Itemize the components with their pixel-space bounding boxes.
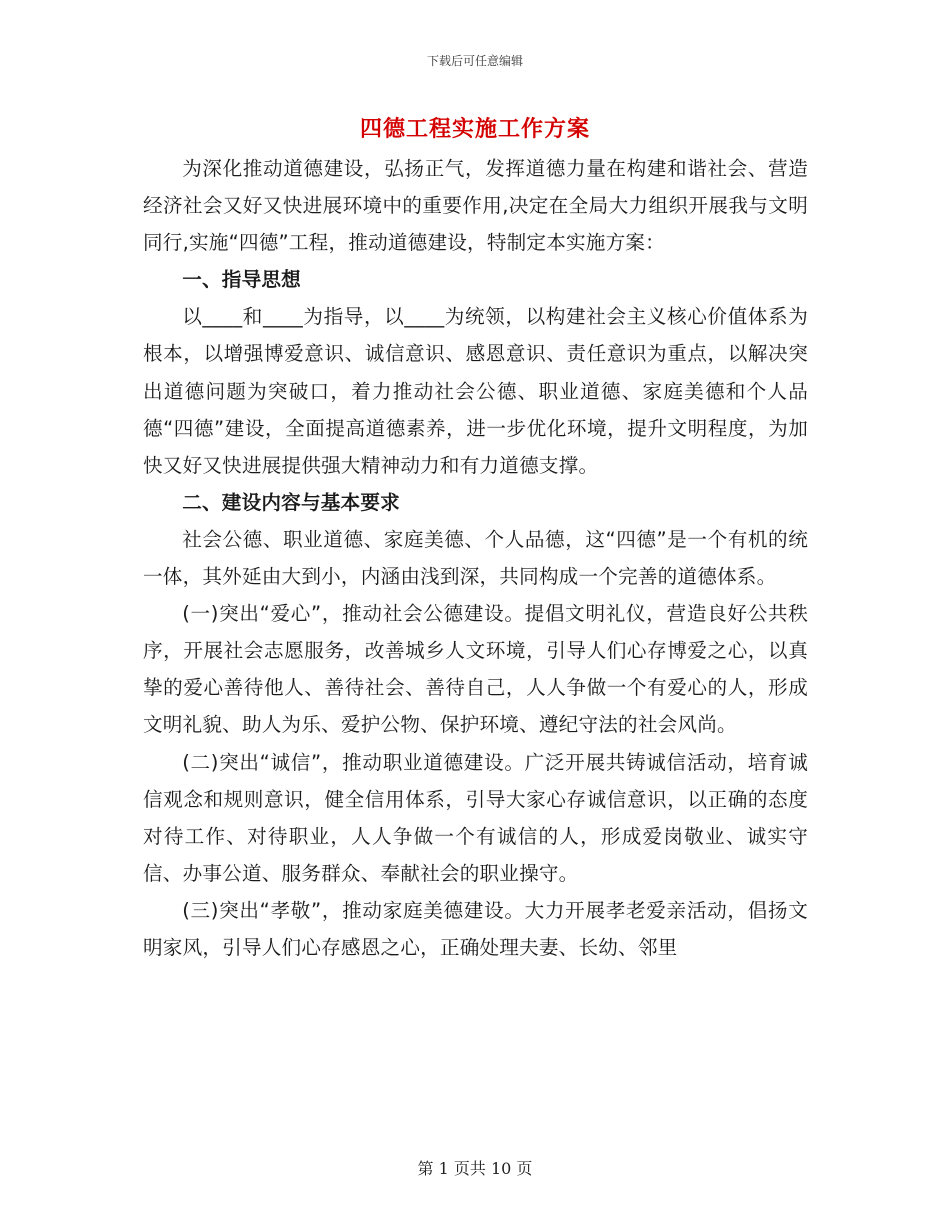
header-note: 下载后可任意编辑 (426, 54, 523, 68)
item-integrity-paragraph: (二)突出“诚信”，推动职业道德建设。广泛开展共铸诚信活动，培育诚信观念和规则意识，健全信用体系，引导大家心存诚信意识，以正确的态度对待工作、对待职业，人人争做一个有诚信的人，形成爱岗敬业、诚实守信、办事公道、服务群众、奉献社会的职业操守。 (143, 750, 808, 885)
content-requirements-intro: 社会公德、职业道德、家庭美德、个人品德，这“四德”是一个有机的统一体，其外延由大到小，内涵由浅到深，共同构成一个完善的道德体系。 (143, 527, 808, 589)
intro-paragraph: 为深化推动道德建设，弘扬正气，发挥道德力量在构建和谐社会、营造经济社会又好又快进展环境中的重要作用,决定在全局大力组织开展我与文明同行,实施“四德”工程，推动道德建设，特制定本实施方案： (143, 157, 808, 255)
document-body (143, 150, 808, 966)
guiding-ideology-paragraph: 以____和____为指导，以____为统领，以构建社会主义核心价值体系为根本，以增强博爱意识、诚信意识、感恩意识、责任意识为重点，以解决突出道德问题为突破口，着力推动社会公德、职业道德、家庭美德和个人品德“四德”建设，全面提高道德素养，进一步优化环境，提升文明程度，为加快又好又快进展提供强大精神动力和有力道德支撑。 (143, 305, 808, 477)
section-heading-guiding-ideology: 一、指导思想 (182, 268, 301, 292)
section-heading-content-requirements: 二、建设内容与基本要求 (182, 490, 400, 514)
item-filial-paragraph: (三)突出“孝敬”，推动家庭美德建设。大力开展孝老爱亲活动，倡扬文明家风，引导人们心存感恩之心，正确处理夫妻、长幼、邻里 (143, 898, 808, 959)
document-title: 四德工程实施工作方案 (359, 117, 590, 142)
page-number-footer: 第 1 页共 10 页 (417, 1159, 533, 1178)
item-love-paragraph: (一)突出“爱心”，推动社会公德建设。提倡文明礼仪，营造良好公共秩序，开展社会志愿服务，改善城乡人文环境，引导人们心存博爱之心，以真挚的爱心善待他人、善待社会、善待自己，人人争做一个有爱心的人，形成文明礼貌、助人为乐、爱护公物、保护环境、遵纪守法的社会风尚。 (143, 602, 808, 737)
